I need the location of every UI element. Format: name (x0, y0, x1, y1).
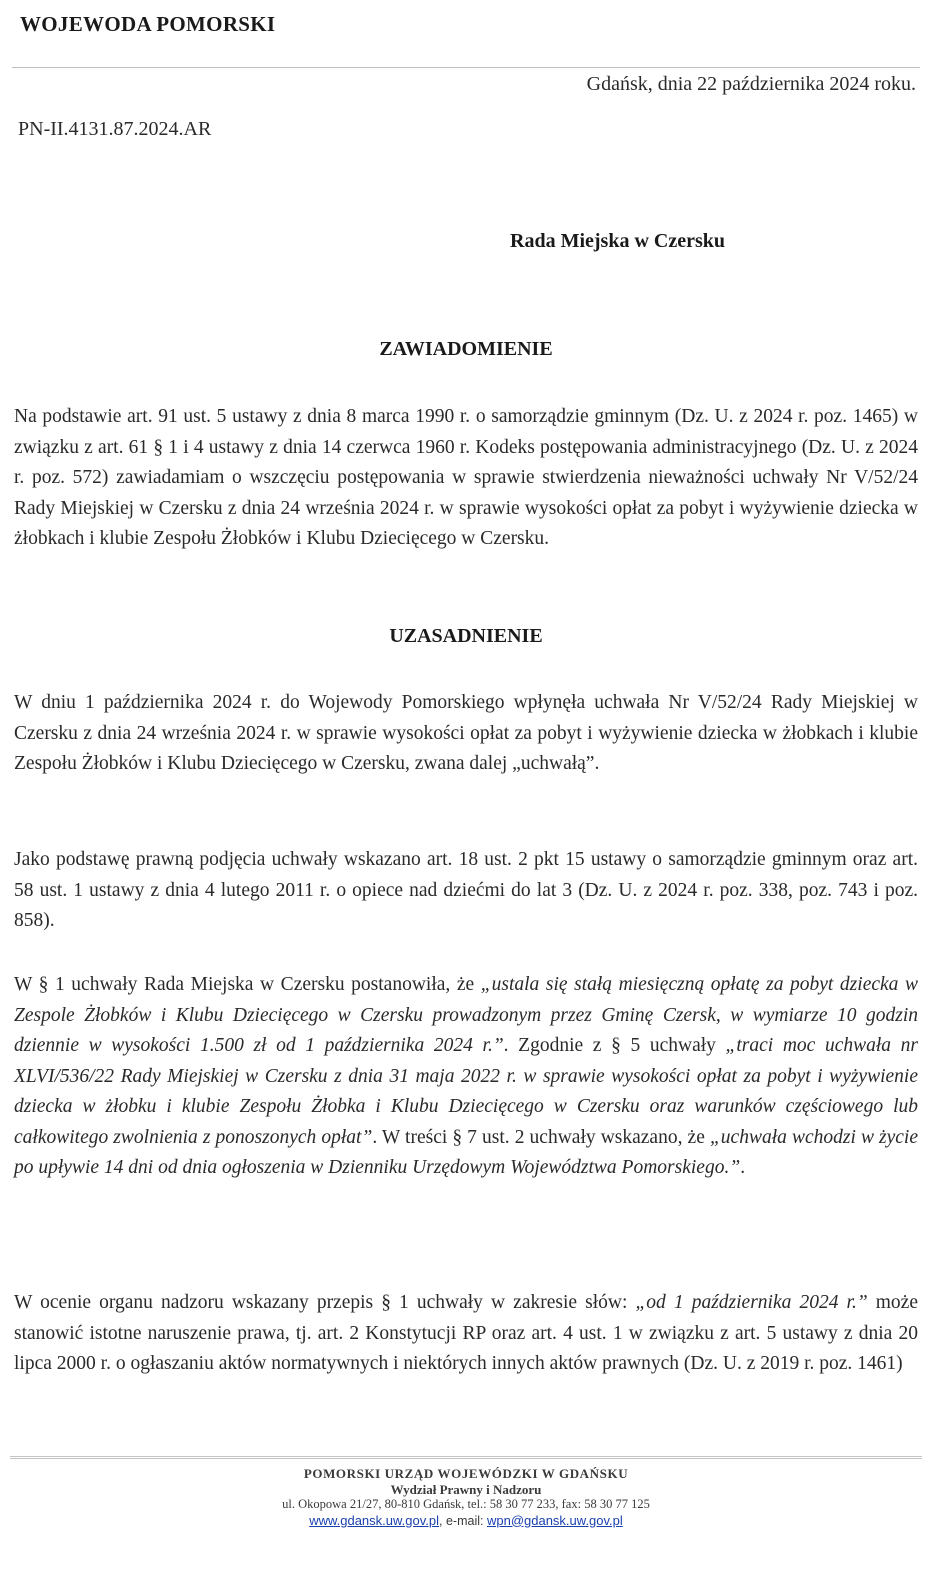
header-divider (12, 67, 920, 68)
email-label: , e-mail: (439, 1513, 487, 1528)
quoted-text: „uchwała wchodzi w życie po upływie 14 dni od dnia ogłoszenia w Dzienniku Urzędowym Województwa Pomorskiego.” (14, 1126, 918, 1178)
quoted-text: „traci moc uchwała nr XLVI/536/22 Rady Miejskiej w Czersku z dnia 31 maja 2022 r. w sprawie wysokości opłat za pobyt i wyżywienie dziecka w żłobku i klubie Zespołu Żłobka i Klubu Dziecięcego w Czersku oraz warunków częściowego lub całkowitego zwolnienia z ponoszonych opłat” (14, 1035, 918, 1148)
paragraph-text: . Zgodnie z § 5 uchwały (503, 1035, 726, 1056)
justification-paragraph-4 (14, 1288, 918, 1380)
website-link[interactable]: www.gdansk.uw.gov.pl (309, 1512, 440, 1528)
footer-address: ul. Okopowa 21/27, 80-810 Gdańsk, tel.: 58 30 77 233, fax: 58 30 77 125 (282, 1497, 650, 1511)
date-line: Gdańsk, dnia 22 października 2024 roku. (586, 73, 916, 95)
paragraph-text: . (740, 1157, 746, 1178)
reference-number: PN-II.4131.87.2024.AR (18, 118, 212, 140)
quoted-text: „od 1 października 2024 r.” (635, 1292, 868, 1313)
justification-paragraph-1: W dniu 1 października 2024 r. do Wojewody Pomorskiego wpłynęła uchwała Nr V/52/24 Rady Miejskiej w Czersku z dnia 24 września 2024 r. w sprawie wysokości opłat za pobyt i wyżywienie dziecka w żłobkach i klubie Zespołu Żłobków i Klubu Dziecięcego w Czersku, zwana dalej „uchwałą”. (14, 692, 918, 774)
recipient: Rada Miejska w Czersku (510, 230, 725, 252)
paragraph-text: . W treści § 7 ust. 2 uchwały wskazano, że (372, 1126, 710, 1148)
justification-paragraph-3 (14, 970, 918, 1184)
footer (0, 1466, 932, 1529)
footer-contact (0, 1513, 932, 1530)
quoted-text: „ustala się stałą miesięczną opłatę za pobyt dziecka w Zespole Żłobków i Klubu Dziecięcego w Czersku prowadzonym przez Gminę Czersk, w wymiarze 10 godzin dziennie w wysokości 1.500 zł od 1 października 2024 r.” (14, 974, 918, 1056)
footer-department: Wydział Prawny i Nadzoru (390, 1481, 542, 1497)
paragraph-text: może stanowić istotne naruszenie prawa, tj. art. 2 Konstytucji RP oraz art. 4 ust. 1 w związku z art. 5 ustawy z dnia 20 lipca 2000 r. o ogłaszaniu aktów normatywnych i niektórych innych aktów prawnych (Dz. U. z 2019 r. poz. 1461) (14, 1292, 918, 1374)
justification-title: UZASADNIENIE (389, 625, 543, 647)
notice-paragraph: Na podstawie art. 91 ust. 5 ustawy z dnia 8 marca 1990 r. o samorządzie gminnym (Dz. U. z 2024 r. poz. 1465) w związku z art. 61 § 1 i 4 ustawy z dnia 14 czerwca 1960 r. Kodeks postępowania administracyjnego (Dz. U. z 2024 r. poz. 572) zawiadamiam o wszczęciu postępowania w sprawie stwierdzenia nieważności uchwały Nr V/52/24 Rady Miejskiej w Czersku z dnia 24 września 2024 r. w sprawie wysokości opłat za pobyt i wyżywienie dziecka w żłobkach i klubie Zespołu Żłobków i Klubu Dziecięcego w Czersku. (14, 406, 918, 549)
footer-divider (10, 1456, 922, 1459)
paragraph-text: W § 1 uchwały Rada Miejska w Czersku postanowiła, że (14, 974, 481, 995)
justification-paragraph-2: Jako podstawę prawną podjęcia uchwały wskazano art. 18 ust. 2 pkt 15 ustawy o samorządzie gminnym oraz art. 58 ust. 1 ustawy z dnia 4 lutego 2011 r. o opiece nad dziećmi do lat 3 (Dz. U. z 2024 r. poz. 338, poz. 743 i poz. 858). (14, 849, 918, 931)
footer-office-name: POMORSKI URZĄD WOJEWÓDZKI W GDAŃSKU (303, 1466, 629, 1481)
email-link[interactable]: wpn@gdansk.uw.gov.pl (486, 1512, 623, 1528)
notice-title: ZAWIADOMIENIE (379, 338, 553, 360)
paragraph-text: W ocenie organu nadzoru wskazany przepis § 1 uchwały w zakresie słów: (14, 1292, 636, 1313)
issuer-name: WOJEWODA POMORSKI (20, 12, 276, 36)
